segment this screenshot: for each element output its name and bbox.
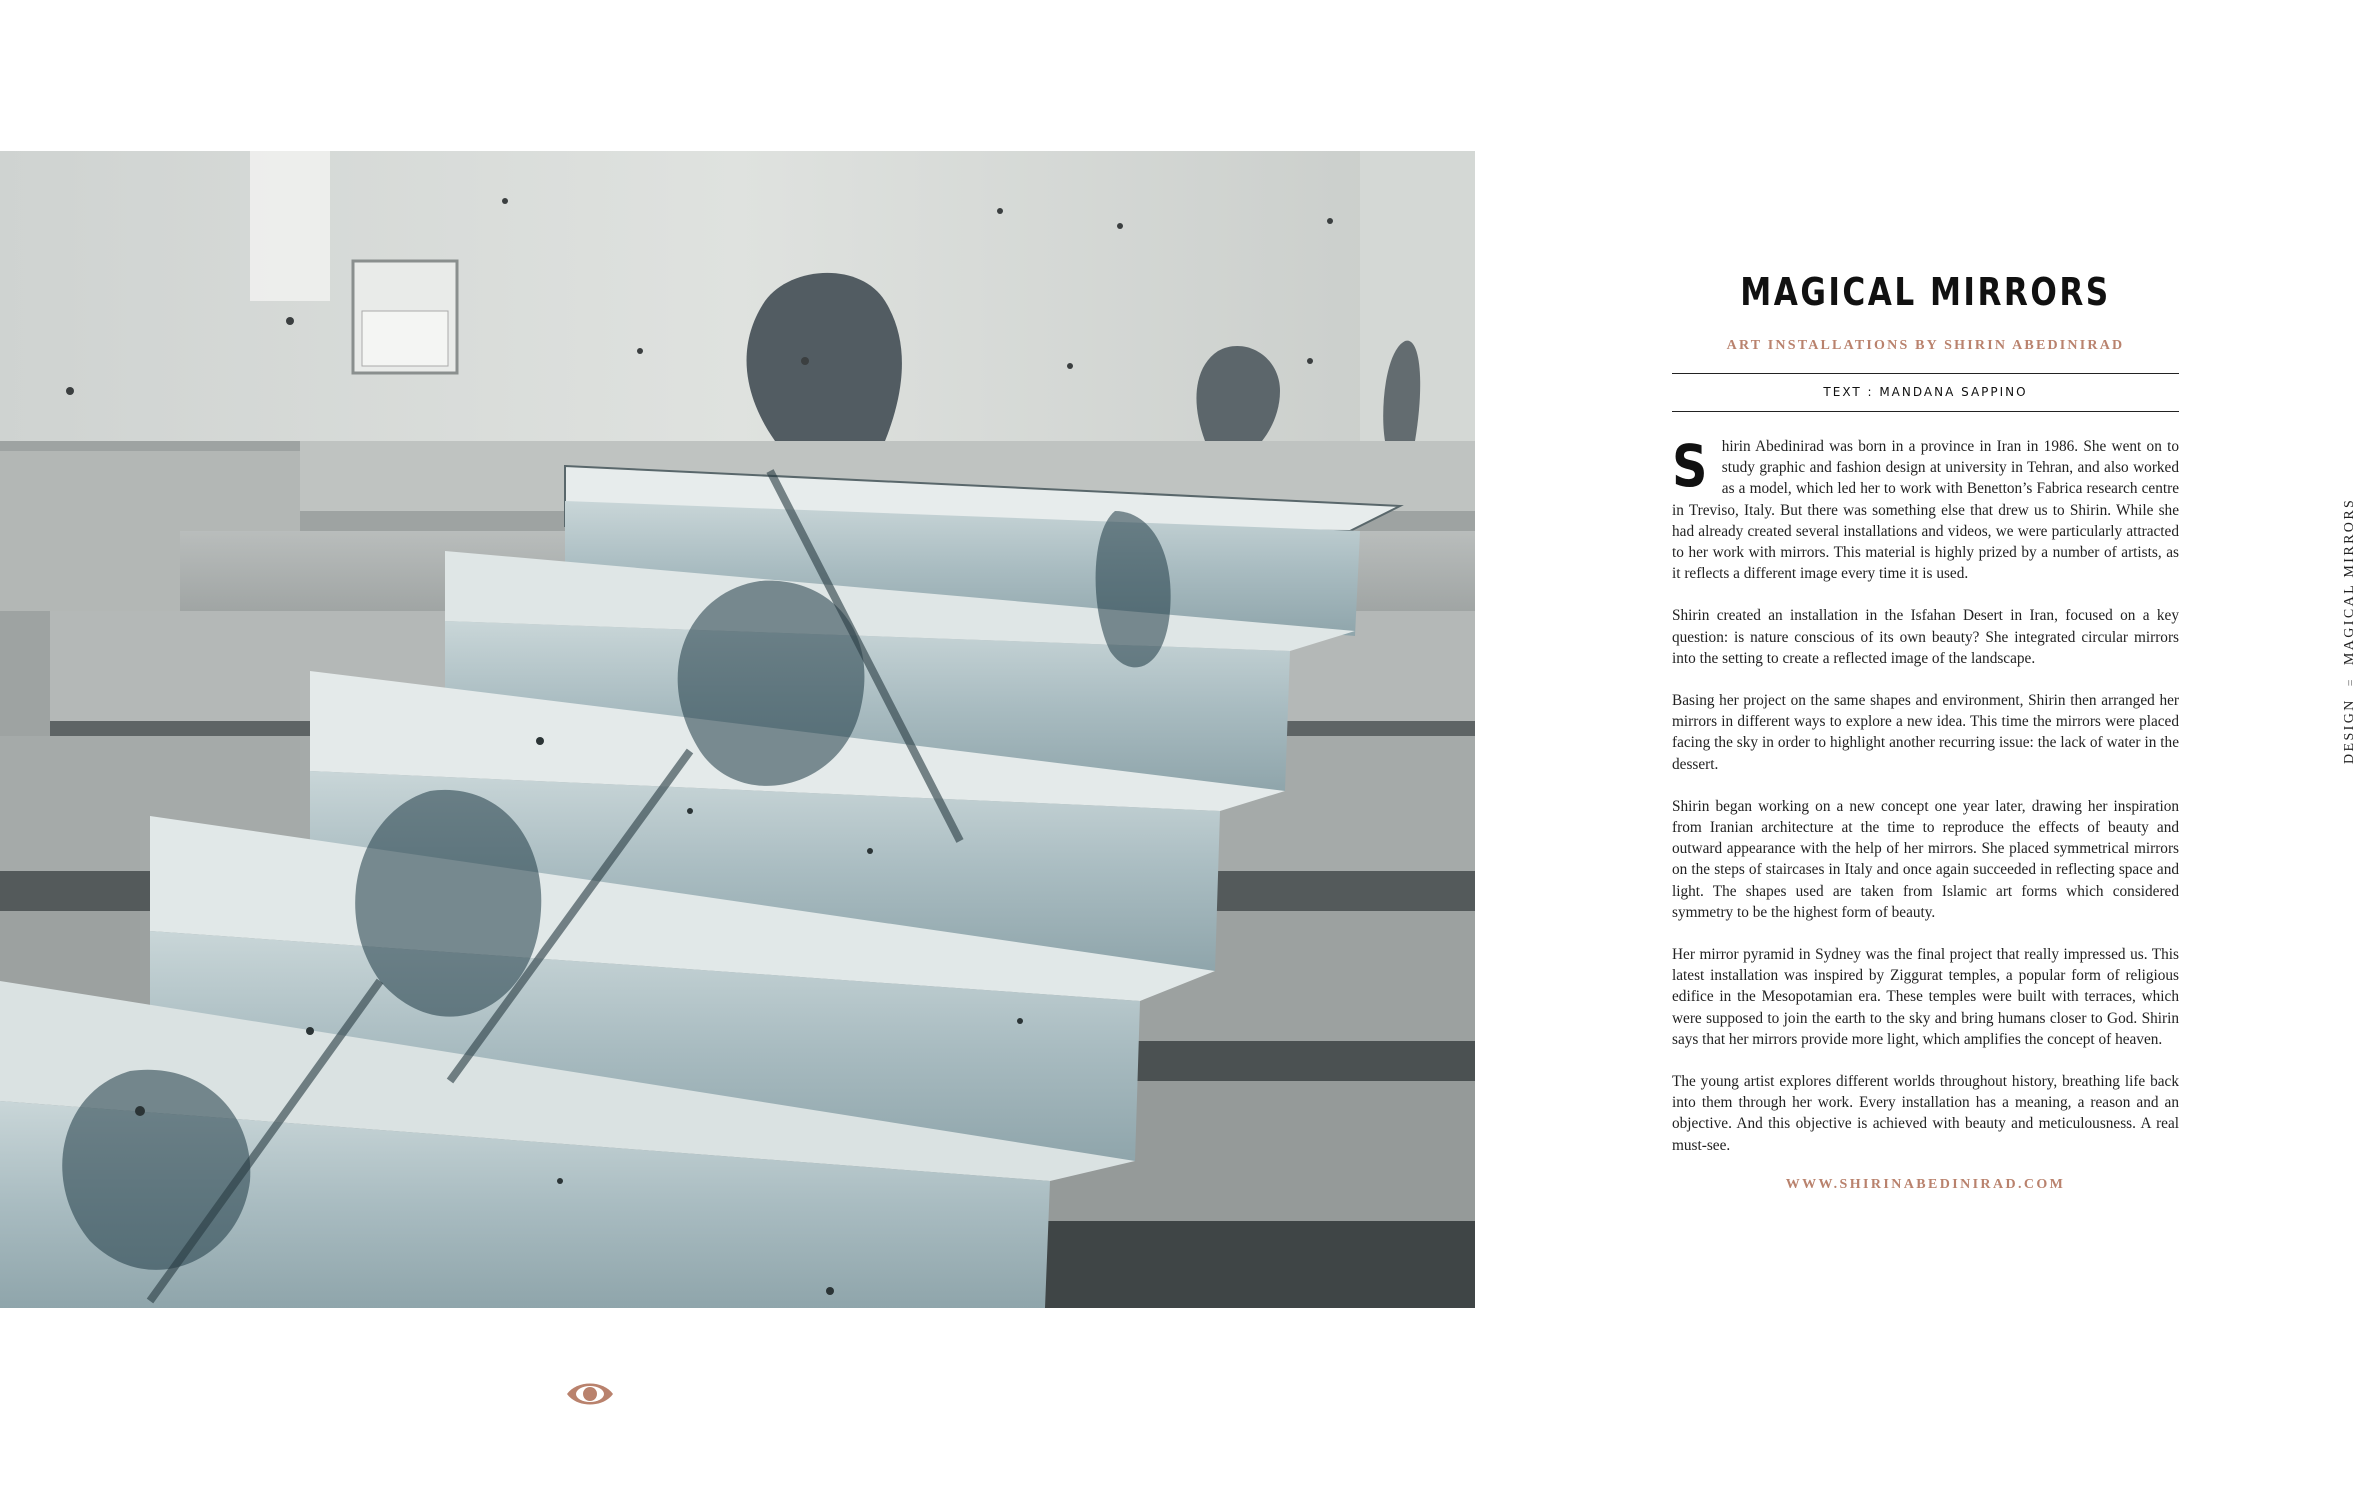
running-head [2342, 498, 2358, 764]
byline-top-rule [1672, 373, 2179, 374]
paragraph: Shirin created an installation in the Isfahan Desert in Iran, focused on a key question: is nature conscious of its own beauty? She integrated circular mirrors into the setting to create a reflected image of the landscape. [1672, 607, 2179, 667]
paragraph: Basing her project on the same shapes and environment, Shirin then arranged her mirrors in different ways to explore a new idea. This time the mirrors were placed facing the sky in order to highlight another recurring issue: the lack of water in the dessert. [1672, 692, 2179, 773]
byline-bottom-rule [1672, 411, 2179, 412]
running-head-section: DESIGN [2342, 698, 2357, 764]
running-head-separator: = [2342, 677, 2357, 687]
running-head-title: MAGICAL MIRRORS [2342, 497, 2357, 666]
paragraph [1672, 432, 2179, 584]
drop-cap: S [1672, 432, 1708, 500]
paragraph: Shirin began working on a new concept one year later, drawing her inspiration from Iranian architecture at the time to reproduce the effects of beauty and outward appearance with the help of her mirrors. She placed symmetrical mirrors on the steps of staircases in Italy and once again succeeded in reflecting space and light. The shapes used are taken from Islamic art forms which considered symmetry to be the highest form of beauty. [1672, 797, 2179, 921]
article-subtitle: ART INSTALLATIONS BY SHIRIN ABEDINIRAD [1726, 338, 2125, 353]
article-byline: TEXT : MANDANA SAPPINO [1823, 385, 2028, 399]
artist-website-link[interactable]: WWW.SHIRINABEDINIRAD.COM [1785, 1176, 2066, 1192]
paragraph: The young artist explores different worlds throughout history, breathing life back into them through her work. Every installation has a meaning, a reason and an objective. And this objective is achieved with beauty and meticulousness. A real must-see. [1672, 1073, 2179, 1154]
article-title: MAGICAL MIRRORS [1740, 270, 2111, 314]
photo-illustration [0, 151, 1475, 1308]
article-body [1672, 432, 2179, 1156]
eye-icon [565, 1378, 615, 1410]
mirror-staircase-photo [0, 151, 1475, 1308]
paragraph: Her mirror pyramid in Sydney was the final project that really impressed us. This latest installation was inspired by Ziggurat temples, a popular form of religious edifice in the Mesopotamian era. These temples were built with terraces, which were supposed to join the earth to the sky and bring humans closer to God. Shirin says that her mirrors provide more light, which amplifies the concept of heaven. [1672, 946, 2179, 1048]
paragraph-text: hirin Abedinirad was born in a province in Iran in 1986. She went on to study graphic and fashion design at university in Tehran, and also worked as a model, which led her to work with Benetton’s Fabrica research centre in Treviso, Italy. But there was something else that drew us to Shirin. While she had already created several installations and videos, we were particularly attracted to her work with mirrors. This material is highly prized by a number of artists, as it reflects a different image every time it is used. [1672, 438, 2179, 583]
article-column [1672, 262, 2179, 1193]
